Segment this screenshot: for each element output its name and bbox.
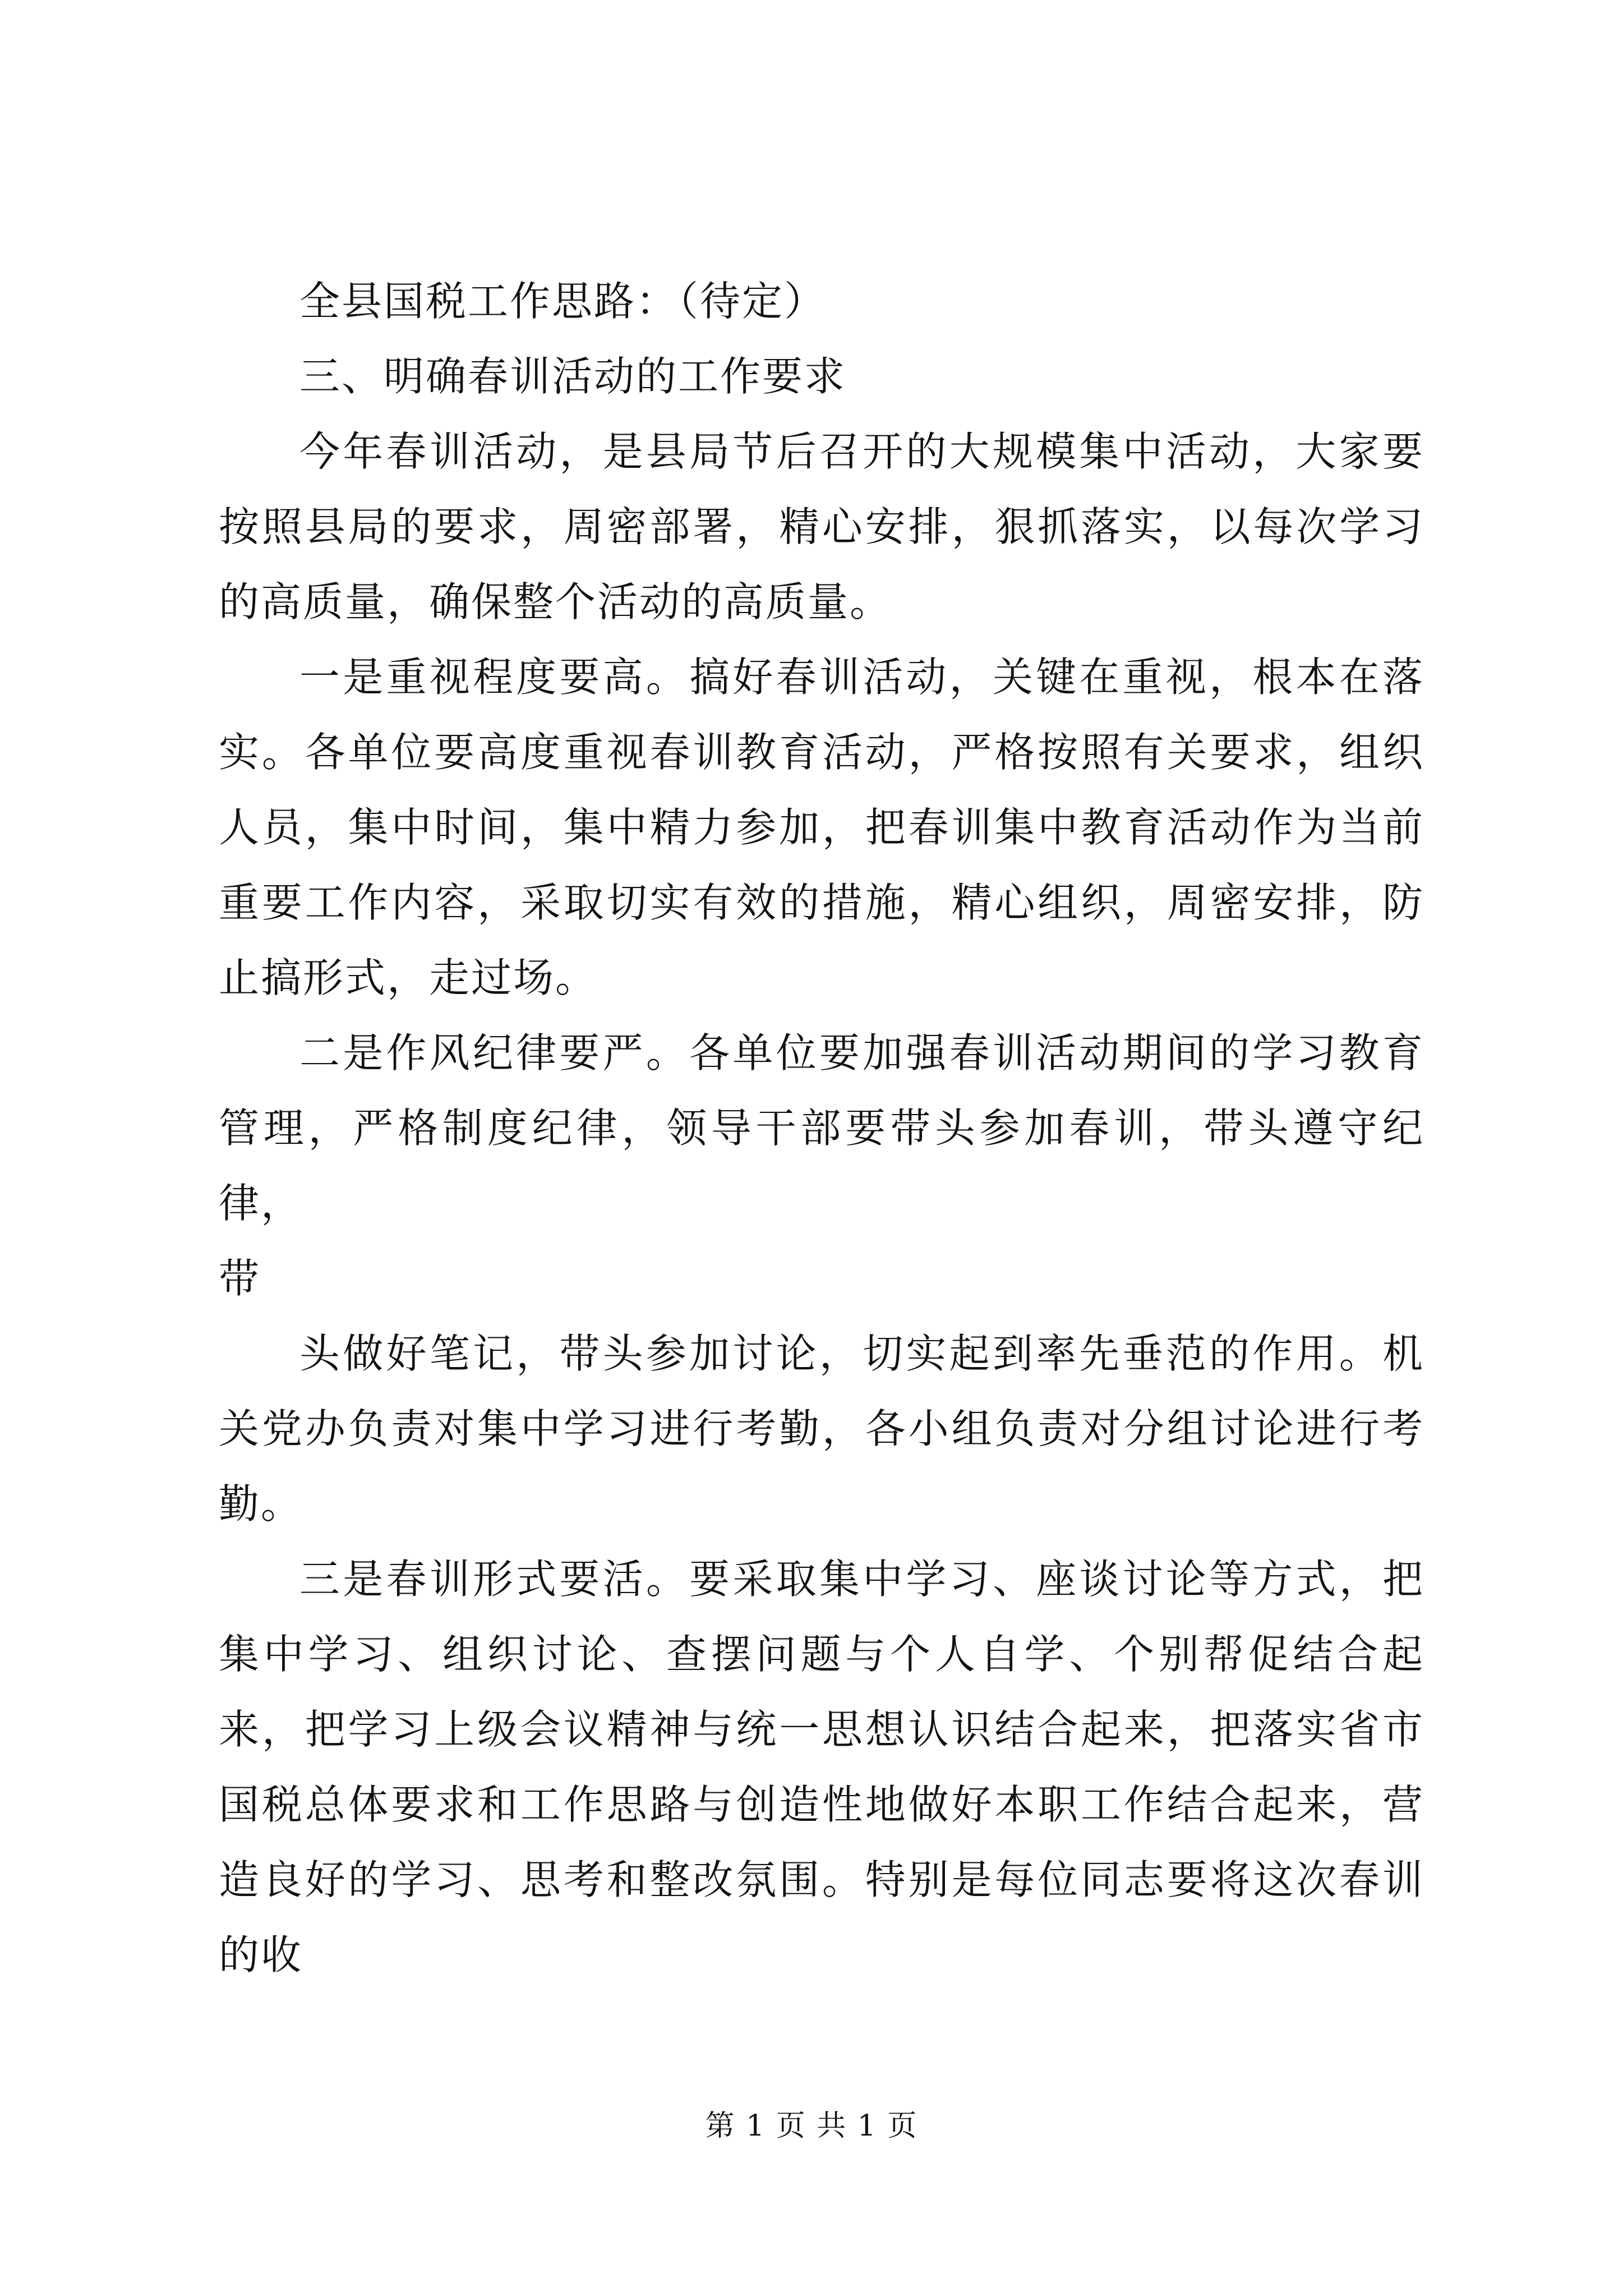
paragraph-work-idea: 全县国税工作思路：（待定） (299, 278, 827, 325)
section-heading-requirements: 三、明确春训活动的工作要求 (299, 353, 847, 400)
paragraph-point-two-continued: 头做好笔记，带头参加讨论，切实起到率先垂范的作用。机关党办负责对集中学习进行考勤，各小组负责对分组讨论进行考勤。 (219, 1330, 1424, 1527)
paragraph-point-three: 三是春训形式要活。要采取集中学习、座谈讨论等方式，把集中学习、组织讨论、查摆问题与个人自学、个别帮促结合起来，把学习上级会议精神与统一思想认识结合起来，把落实省市国税总体要求和工作思路与创造性地做好本职工作结合起来，营造良好的学习、思考和整改氛围。特别是每位同志要将这次春训的收 (219, 1556, 1424, 1978)
document-body (219, 264, 1424, 1993)
page-number-footer: 第 1 页 共 1 页 (705, 2109, 918, 2143)
paragraph-point-two: 二是作风纪律要严。各单位要加强春训活动期间的学习教育管理，严格制度纪律，领导干部要带头参加春训，带头遵守纪律， (219, 1029, 1424, 1227)
paragraph-intro: 今年春训活动，是县局节后召开的大规模集中活动，大家要按照县局的要求，周密部署，精心安排，狠抓落实，以每次学习的高质量，确保整个活动的高质量。 (219, 428, 1424, 625)
paragraph-point-one: 一是重视程度要高。搞好春训活动，关键在重视，根本在落实。各单位要高度重视春训教育活动，严格按照有关要求，组织人员，集中时间，集中精力参加，把春训集中教育活动作为当前重要工作内容，采取切实有效的措施，精心组织，周密安排，防止搞形式，走过场。 (219, 654, 1424, 1001)
paragraph-point-two-tail: 带 (219, 1255, 261, 1302)
